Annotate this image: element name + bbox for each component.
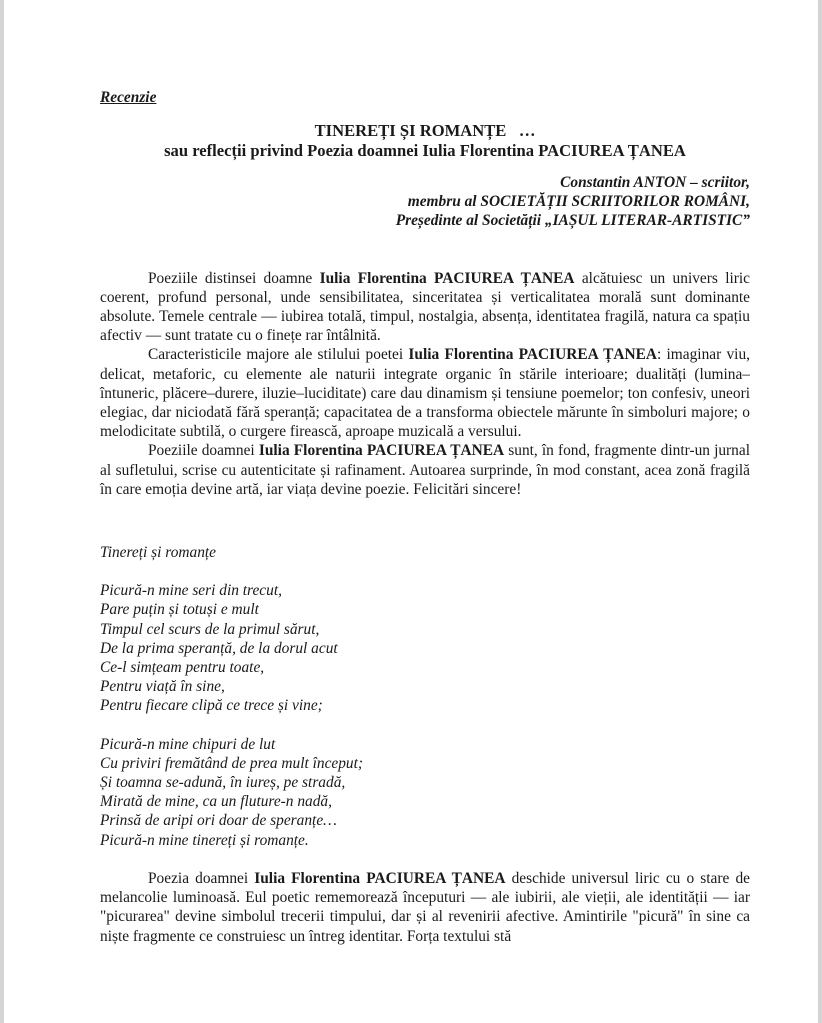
text: Poezia doamnei [148,869,255,887]
verse-line: Prinsă de aripi ori doar de speranțe… [100,812,337,830]
poet-name: Iulia Florentina PACIUREA ȚANEA [258,442,505,460]
author-block [100,173,750,231]
verse-line: Picură-n mine seri din trecut, [100,582,282,600]
paragraph-3 [100,441,750,499]
review-body [100,269,750,499]
author-line-3: Președinte al Societății „IAȘUL LITERAR-ARTISTIC” [395,212,750,230]
page-edge-right [818,0,822,1023]
paragraph-2 [100,345,750,441]
verse-line: De la prima speranță, de la dorul acut [100,639,338,657]
poet-name: Iulia Florentina PACIUREA ȚANEA [254,869,506,887]
verse-line: Picură-n mine tinereți și romanțe. [100,831,309,849]
page-edge-left [0,0,4,1023]
text: deschide universul liric cu o stare de melancolie luminoasă. Eul poetic rememorează începuturi — ale iubirii, ale vieții, ale identității — iar "picurarea" devine simbolul trecerii timpului, dar și al revenirii afective. Amintirile "picură" în sine ca niște fragmente ce construiesc un întreg identitar. Forța textului stă [100,869,750,945]
text: Poeziile distinsei doamne [148,269,320,287]
title-line-1: TINEREȚI ȘI ROMANȚE … [314,121,536,140]
document-title [100,121,750,161]
analysis-body [100,869,750,946]
paragraph-1 [100,269,750,346]
text: sunt, în fond, fragmente dintr-un jurnal al sufletului, scrise cu autenticitate și rafinament. Autoarea surprinde, în mod constant, acea zonă fragilă în care emoția devine artă, iar viața devine poezie. Felicitări sincere! [100,442,750,498]
poet-name: Iulia Florentina PACIUREA ȚANEA [408,346,658,364]
text: : imaginar viu, delicat, metaforic, cu elemente ale naturii integrate organic în stările interioare; dualități (lumina–întuneric, plăcere–durere, iluzie–luciditate) care dau dinamism și tensiune poemelor; ton confesiv, uneori elegiac, dar niciodată fără speranță; capacitatea de a transforma obiectele mărunte în simboluri majore; o melodicitate subtilă, o curgere firească, aproape muzicală a versului. [100,346,750,441]
section-label: Recenzie [100,89,157,106]
verse-line: Și toamna se-adună, în iureș, pe stradă, [100,774,346,792]
verse-line: Picură-n mine chipuri de lut [100,735,276,753]
paragraph-analysis [100,869,750,946]
verse-line: Mirată de mine, ca un fluture-n nadă, [100,793,332,811]
author-line-2: membru al SOCIETĂȚII SCRIITORILOR ROMÂNI, [407,193,750,211]
verse-line: Timpul cel scurs de la primul sărut, [100,620,320,638]
poem-title: Tinereți și romanțe [100,544,216,562]
author-line-1: Constantin ANTON – scriitor, [560,174,750,191]
verse-line: Pentru viață în sine, [100,678,225,696]
text: alcătuiesc un univers liric coerent, profund personal, unde sensibilitatea, sinceritatea și verticalitatea morală sunt dominante absolute. Temele centrale — iubirea totală, timpul, nostalgia, absența, identitatea fragilă, natura ca spațiu afectiv — sunt tratate cu o finețe rar întâlnită. [100,269,750,345]
poem-stanza-2 [100,735,750,850]
document-page [100,88,750,946]
verse-line: Pare puțin și totuși e mult [100,601,259,619]
poet-name: Iulia Florentina PACIUREA ȚANEA [319,269,575,287]
poem-stanza-1 [100,581,750,715]
title-line-2: sau reflecții privind Poezia doamnei Iulia Florentina PACIUREA ȚANEA [164,141,686,160]
text: Poeziile doamnei [148,442,259,460]
text: Caracteristicile majore ale stilului poetei [148,346,409,364]
verse-line: Ce-l simțeam pentru toate, [100,659,265,677]
verse-line: Pentru fiecare clipă ce trece și vine; [100,697,323,715]
poem [100,543,750,850]
verse-line: Cu priviri fremătând de prea mult început; [100,754,364,772]
